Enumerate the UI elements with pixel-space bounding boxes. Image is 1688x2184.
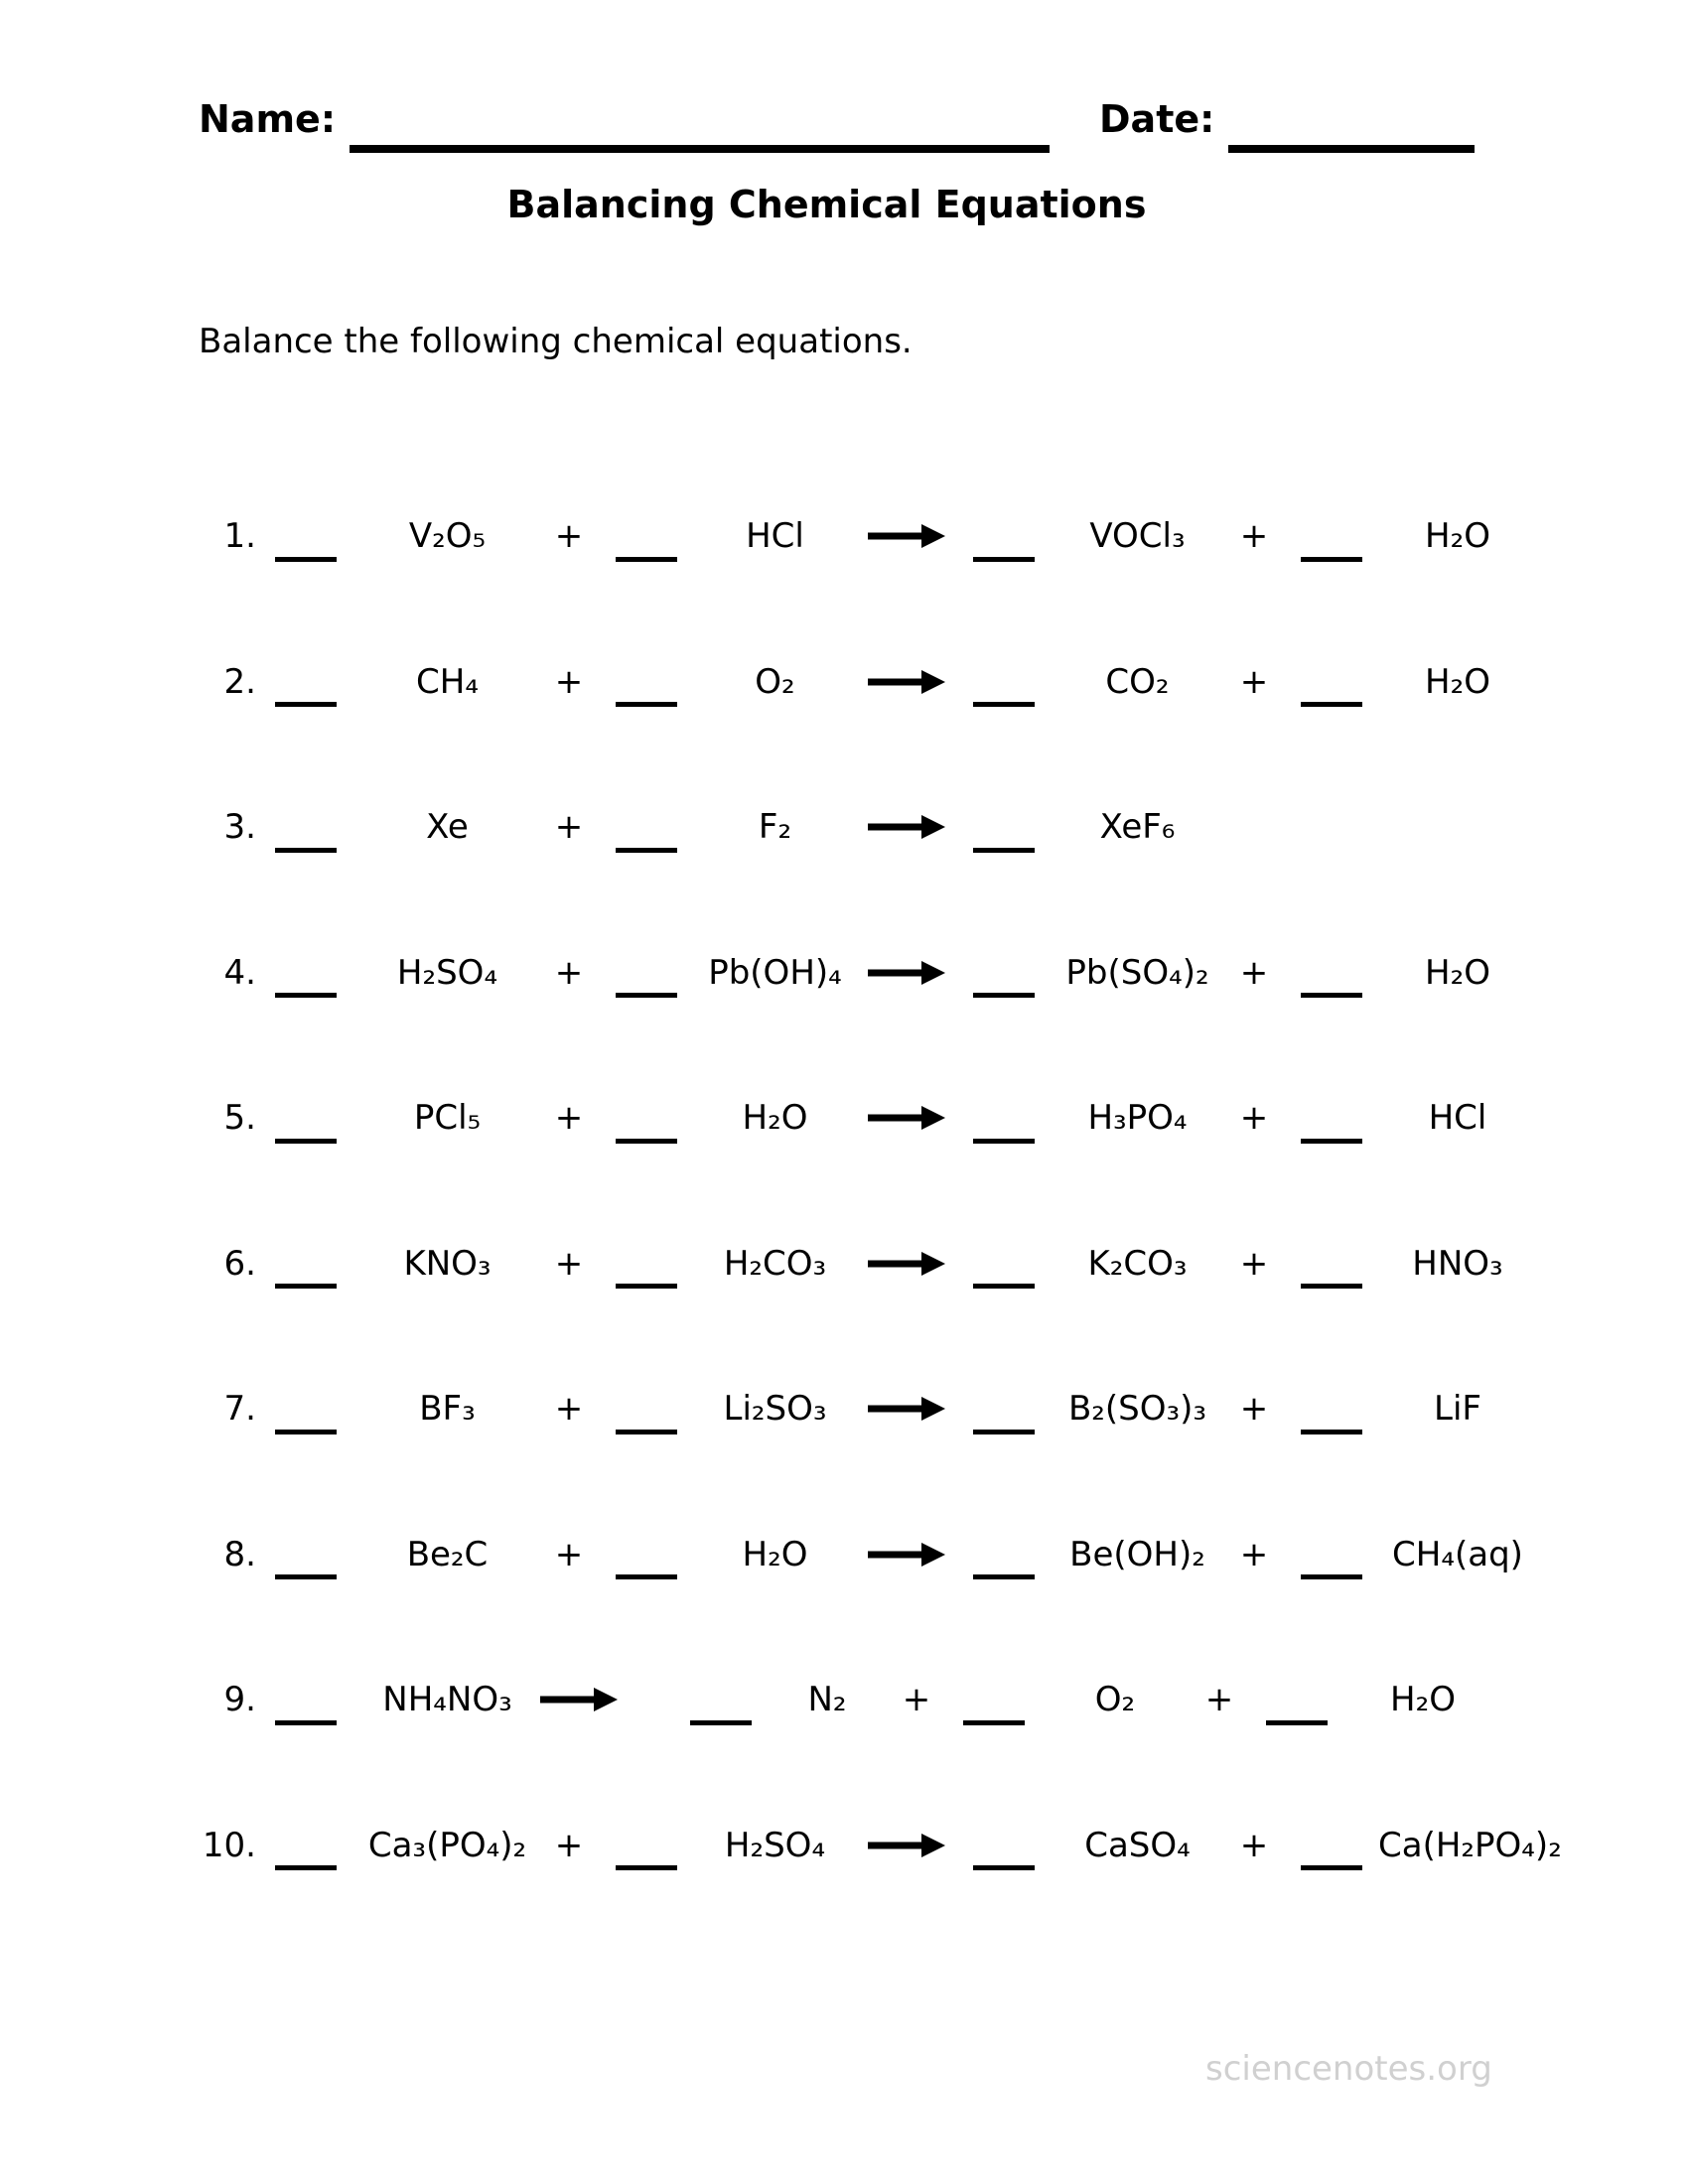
coefficient-blank bbox=[956, 1820, 1051, 1870]
product-formula: K₂CO₃ bbox=[1087, 1243, 1188, 1284]
instructions-text: Balance the following chemical equations. bbox=[199, 322, 913, 361]
plus-sign: + bbox=[1239, 1389, 1269, 1430]
yields-arrow-icon bbox=[857, 523, 956, 549]
blank-line bbox=[973, 1529, 1035, 1579]
blank-line bbox=[1301, 1093, 1362, 1144]
product-formula: CH₄(aq) bbox=[1392, 1534, 1523, 1574]
coefficient-blank bbox=[256, 1675, 355, 1725]
blank-line bbox=[616, 1820, 677, 1870]
equation-row-4 bbox=[0, 900, 1688, 1046]
coefficient-blank bbox=[256, 947, 355, 998]
reactant-formula: H₂SO₄ bbox=[724, 1825, 826, 1865]
equation-number: 7. bbox=[223, 1389, 256, 1430]
reactant-formula: H₂SO₄ bbox=[396, 952, 498, 993]
product-formula: N₂ bbox=[807, 1680, 847, 1720]
blank-line bbox=[275, 656, 337, 707]
blank-line bbox=[973, 511, 1035, 562]
yields-arrow-icon bbox=[539, 1687, 619, 1712]
blank-line bbox=[1301, 1384, 1362, 1434]
blank-line bbox=[275, 1093, 337, 1144]
coefficient-blank bbox=[256, 1238, 355, 1289]
plus-sign: + bbox=[1239, 1534, 1269, 1574]
plus-sign: + bbox=[554, 516, 584, 557]
product-formula: VOCl₃ bbox=[1089, 516, 1186, 557]
product-formula: HCl bbox=[1428, 1098, 1487, 1139]
equation-list bbox=[0, 464, 1688, 1918]
coefficient-blank bbox=[956, 1238, 1051, 1289]
blank-line bbox=[973, 1384, 1035, 1434]
equation-row-8 bbox=[0, 1482, 1688, 1628]
reactant-formula: NH₄NO₃ bbox=[382, 1680, 512, 1720]
blank-line bbox=[616, 1529, 677, 1579]
blank-line bbox=[616, 1093, 677, 1144]
reactant-formula: O₂ bbox=[755, 661, 795, 702]
reactant-formula: H₂O bbox=[742, 1534, 808, 1574]
coefficient-blank bbox=[599, 1093, 693, 1144]
reactant-formula: CH₄ bbox=[416, 661, 479, 702]
coefficient-blank bbox=[256, 802, 355, 853]
blank-line bbox=[1301, 1529, 1362, 1579]
yields-arrow-icon bbox=[857, 1396, 956, 1422]
product-formula: LiF bbox=[1434, 1389, 1481, 1430]
reactant-formula: V₂O₅ bbox=[408, 516, 487, 557]
blank-line bbox=[275, 1238, 337, 1289]
plus-sign: + bbox=[1239, 1098, 1269, 1139]
coefficient-blank bbox=[599, 1820, 693, 1870]
blank-line bbox=[275, 1529, 337, 1579]
blank-line bbox=[275, 511, 337, 562]
product-formula: HNO₃ bbox=[1412, 1243, 1503, 1284]
reactant-formula: H₂CO₃ bbox=[723, 1243, 827, 1284]
product-formula: H₂O bbox=[1425, 661, 1490, 702]
date-underline bbox=[1228, 97, 1475, 153]
blank-line bbox=[1301, 511, 1362, 562]
plus-sign: + bbox=[1239, 1243, 1269, 1284]
coefficient-blank bbox=[1284, 656, 1378, 707]
plus-sign: + bbox=[554, 1825, 584, 1865]
reactant-formula: HCl bbox=[746, 516, 804, 557]
blank-line bbox=[1301, 1820, 1362, 1870]
equation-number: 8. bbox=[223, 1534, 256, 1574]
plus-sign: + bbox=[1204, 1680, 1234, 1720]
equation-number: 2. bbox=[223, 661, 256, 702]
coefficient-blank bbox=[1284, 1238, 1378, 1289]
coefficient-blank bbox=[599, 947, 693, 998]
coefficient-blank bbox=[599, 511, 693, 562]
reactant-formula: PCl₅ bbox=[413, 1098, 482, 1139]
product-formula: B₂(SO₃)₃ bbox=[1067, 1389, 1207, 1430]
coefficient-blank bbox=[256, 1384, 355, 1434]
coefficient-blank bbox=[956, 511, 1051, 562]
coefficient-blank bbox=[956, 1529, 1051, 1579]
yields-arrow-icon bbox=[857, 814, 956, 840]
reactant-formula: Be₂C bbox=[406, 1534, 489, 1574]
reactant-formula: BF₃ bbox=[419, 1389, 476, 1430]
equation-row-5 bbox=[0, 1045, 1688, 1191]
coefficient-blank bbox=[1249, 1675, 1343, 1725]
plus-sign: + bbox=[554, 952, 584, 993]
blank-line bbox=[1301, 1238, 1362, 1289]
plus-sign: + bbox=[1239, 516, 1269, 557]
plus-sign: + bbox=[554, 1534, 584, 1574]
watermark: sciencenotes.org bbox=[1205, 2049, 1492, 2089]
product-formula: Pb(SO₄)₂ bbox=[1065, 952, 1209, 993]
reactant-formula: H₂O bbox=[742, 1098, 808, 1139]
coefficient-blank bbox=[256, 511, 355, 562]
header bbox=[199, 97, 1475, 153]
product-formula: O₂ bbox=[1094, 1680, 1136, 1720]
equation-row-9 bbox=[0, 1627, 1688, 1773]
reactant-formula: Ca₃(PO₄)₂ bbox=[367, 1825, 527, 1865]
equation-number: 10. bbox=[202, 1825, 256, 1865]
coefficient-blank bbox=[1284, 947, 1378, 998]
coefficient-blank bbox=[956, 656, 1051, 707]
equation-row-7 bbox=[0, 1336, 1688, 1482]
coefficient-blank bbox=[599, 656, 693, 707]
reactant-formula: Pb(OH)₄ bbox=[708, 952, 842, 993]
blank-line bbox=[1301, 947, 1362, 998]
coefficient-blank bbox=[946, 1675, 1041, 1725]
equation-number: 1. bbox=[223, 516, 256, 557]
yields-arrow-icon bbox=[857, 669, 956, 695]
equation-row-6 bbox=[0, 1191, 1688, 1337]
product-formula: XeF₆ bbox=[1099, 807, 1176, 848]
product-formula: H₂O bbox=[1425, 516, 1490, 557]
page-title: Balancing Chemical Equations bbox=[506, 183, 1147, 226]
equation-row-2 bbox=[0, 610, 1688, 755]
equation-row-3 bbox=[0, 754, 1688, 900]
equation-number: 9. bbox=[223, 1680, 256, 1720]
product-formula: H₂O bbox=[1425, 952, 1490, 993]
reactant-formula: F₂ bbox=[758, 807, 792, 848]
coefficient-blank bbox=[256, 1529, 355, 1579]
plus-sign: + bbox=[554, 807, 584, 848]
equation-row-1 bbox=[0, 464, 1688, 610]
blank-line bbox=[616, 656, 677, 707]
blank-line bbox=[275, 802, 337, 853]
blank-line bbox=[963, 1675, 1025, 1725]
product-formula: CaSO₄ bbox=[1084, 1825, 1191, 1865]
coefficient-blank bbox=[956, 802, 1051, 853]
coefficient-blank bbox=[599, 1384, 693, 1434]
coefficient-blank bbox=[1284, 1384, 1378, 1434]
equation-number: 4. bbox=[223, 952, 256, 993]
blank-line bbox=[1301, 656, 1362, 707]
coefficient-blank bbox=[599, 802, 693, 853]
equation-number: 3. bbox=[223, 807, 256, 848]
reactant-formula: Li₂SO₃ bbox=[723, 1389, 827, 1430]
date-label: Date: bbox=[1099, 97, 1215, 141]
coefficient-blank bbox=[599, 1238, 693, 1289]
equation-number: 6. bbox=[223, 1243, 256, 1284]
plus-sign: + bbox=[554, 1243, 584, 1284]
plus-sign: + bbox=[1239, 1825, 1269, 1865]
coefficient-blank bbox=[256, 1820, 355, 1870]
coefficient-blank bbox=[956, 1093, 1051, 1144]
equation-row-10 bbox=[0, 1773, 1688, 1919]
blank-line bbox=[1266, 1675, 1328, 1725]
yields-arrow-icon bbox=[857, 1251, 956, 1277]
yields-arrow-icon bbox=[857, 1833, 956, 1858]
blank-line bbox=[690, 1675, 752, 1725]
plus-sign: + bbox=[1239, 661, 1269, 702]
product-formula: Be(OH)₂ bbox=[1069, 1534, 1205, 1574]
yields-arrow-icon bbox=[857, 1542, 956, 1568]
coefficient-blank bbox=[1284, 1093, 1378, 1144]
coefficient-blank bbox=[1284, 511, 1378, 562]
name-label: Name: bbox=[199, 97, 337, 141]
product-formula: Ca(H₂PO₄)₂ bbox=[1378, 1825, 1562, 1865]
coefficient-blank bbox=[956, 947, 1051, 998]
blank-line bbox=[973, 1093, 1035, 1144]
yields-arrow-icon bbox=[857, 960, 956, 986]
blank-line bbox=[973, 1238, 1035, 1289]
blank-line bbox=[616, 1238, 677, 1289]
blank-line bbox=[973, 802, 1035, 853]
name-underline bbox=[350, 97, 1050, 153]
coefficient-blank bbox=[256, 1093, 355, 1144]
product-formula: H₂O bbox=[1390, 1680, 1456, 1720]
reactant-formula: Xe bbox=[426, 807, 469, 848]
product-formula: H₃PO₄ bbox=[1087, 1098, 1188, 1139]
coefficient-blank bbox=[1284, 1529, 1378, 1579]
plus-sign: + bbox=[1239, 952, 1269, 993]
blank-line bbox=[616, 802, 677, 853]
blank-line bbox=[616, 1384, 677, 1434]
coefficient-blank bbox=[599, 1529, 693, 1579]
equation-number: 5. bbox=[223, 1098, 256, 1139]
plus-sign: + bbox=[554, 1098, 584, 1139]
blank-line bbox=[616, 947, 677, 998]
blank-line bbox=[616, 511, 677, 562]
plus-sign: + bbox=[902, 1680, 931, 1720]
coefficient-blank bbox=[673, 1675, 768, 1725]
coefficient-blank bbox=[956, 1384, 1051, 1434]
coefficient-blank bbox=[256, 656, 355, 707]
yields-arrow-icon bbox=[857, 1105, 956, 1131]
blank-line bbox=[973, 1820, 1035, 1870]
blank-line bbox=[275, 1820, 337, 1870]
reactant-formula: KNO₃ bbox=[403, 1243, 492, 1284]
plus-sign: + bbox=[554, 661, 584, 702]
plus-sign: + bbox=[554, 1389, 584, 1430]
blank-line bbox=[973, 947, 1035, 998]
blank-line bbox=[973, 656, 1035, 707]
blank-line bbox=[275, 1675, 337, 1725]
product-formula: CO₂ bbox=[1105, 661, 1170, 702]
blank-line bbox=[275, 1384, 337, 1434]
blank-line bbox=[275, 947, 337, 998]
coefficient-blank bbox=[1284, 1820, 1378, 1870]
